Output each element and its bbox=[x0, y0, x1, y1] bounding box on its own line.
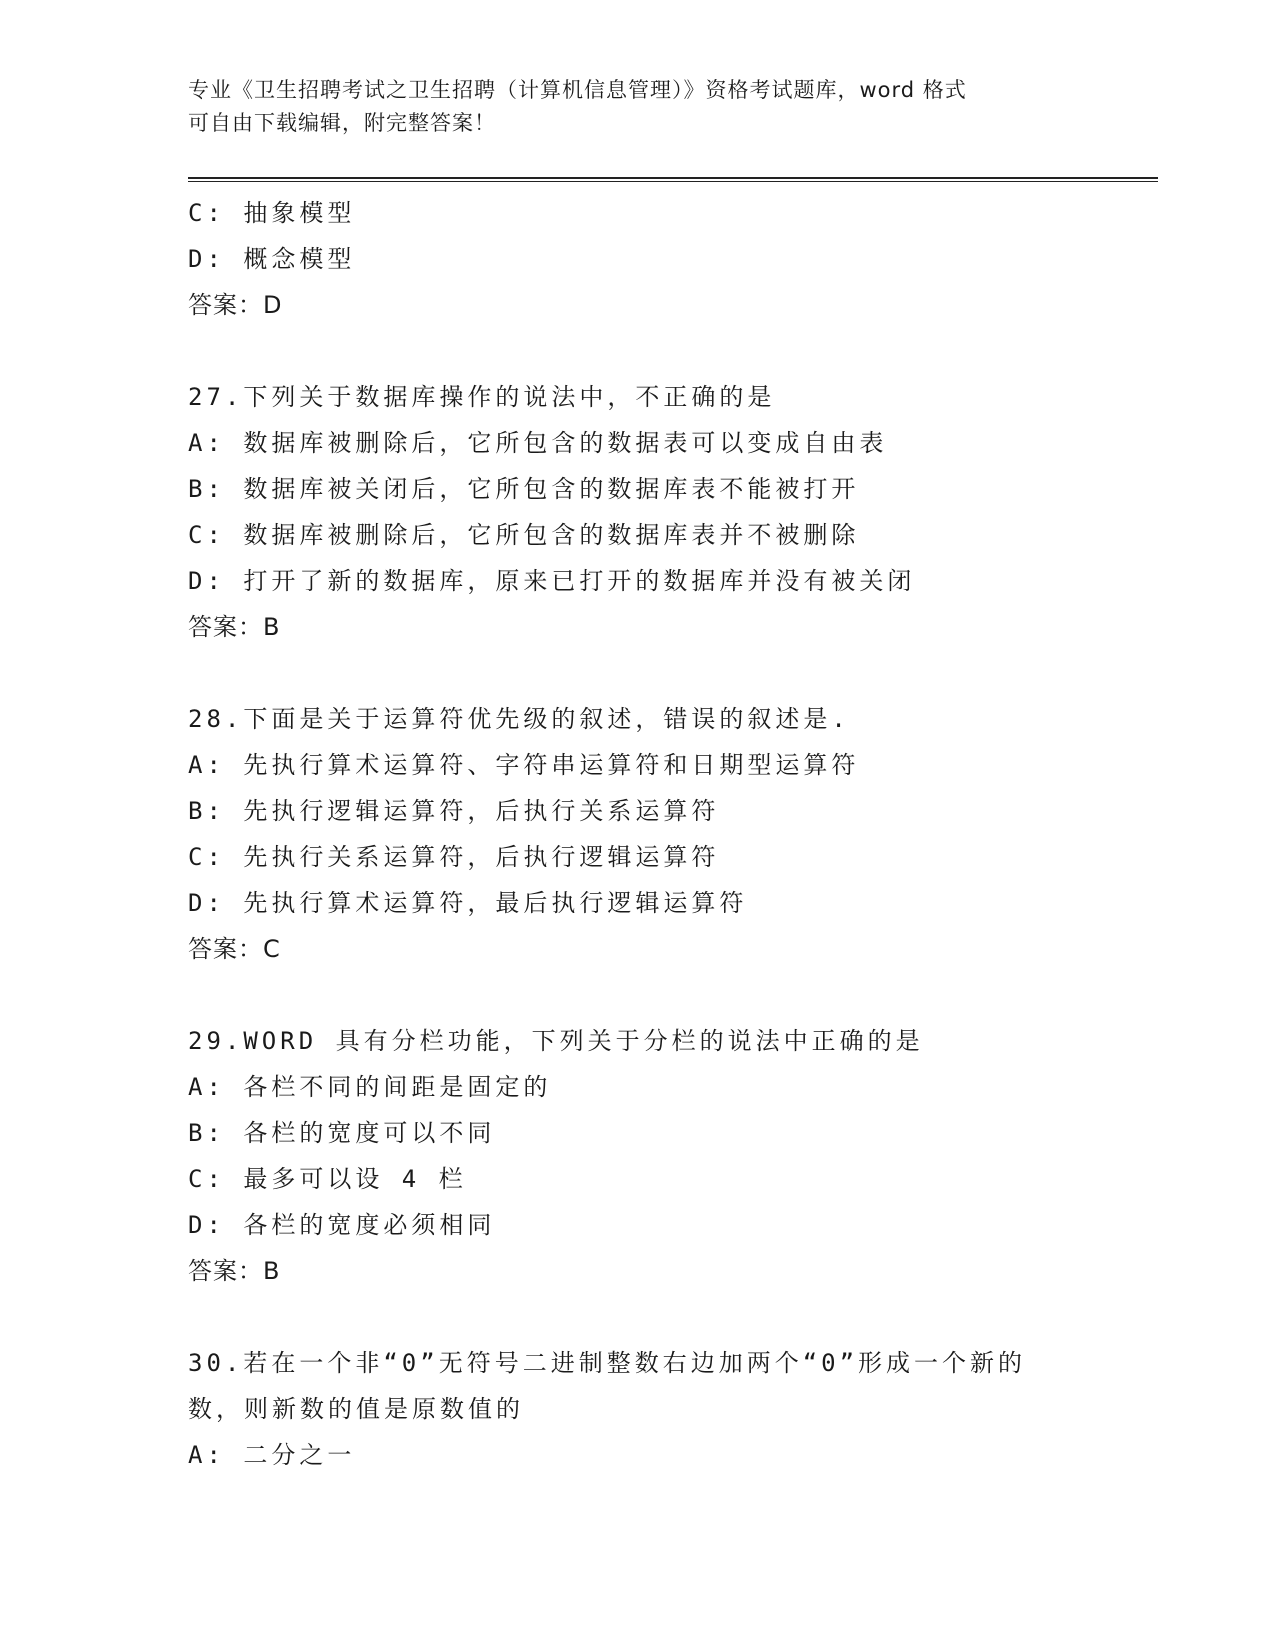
spacer bbox=[188, 328, 1108, 374]
question-text-line-2: 数，则新数的值是原数值的 bbox=[188, 1395, 524, 1423]
option-d: D: 打开了新的数据库，原来已打开的数据库并没有被关闭 bbox=[188, 567, 916, 595]
header-title-line-2: 可自由下载编辑，附完整答案！ bbox=[188, 111, 496, 135]
option-a: A: 二分之一 bbox=[188, 1441, 356, 1469]
header-title-line-1: 专业《卫生招聘考试之卫生招聘（计算机信息管理）》资格考试题库，word 格式 bbox=[188, 78, 967, 102]
question-text: 27.下列关于数据库操作的说法中，不正确的是 bbox=[188, 383, 776, 411]
option-c: C: 抽象模型 bbox=[188, 199, 356, 227]
header-divider bbox=[188, 177, 1158, 182]
question-28 bbox=[188, 696, 1108, 972]
option-c: C: 数据库被删除后，它所包含的数据库表并不被删除 bbox=[188, 521, 860, 549]
answer-label: 答案：B bbox=[188, 613, 281, 641]
option-b: B: 各栏的宽度可以不同 bbox=[188, 1119, 496, 1147]
option-c: C: 先执行关系运算符，后执行逻辑运算符 bbox=[188, 843, 720, 871]
answer-label: 答案：D bbox=[188, 291, 283, 319]
question-list bbox=[188, 190, 1108, 1478]
option-d: D: 概念模型 bbox=[188, 245, 356, 273]
option-a: A: 数据库被删除后，它所包含的数据表可以变成自由表 bbox=[188, 429, 888, 457]
option-c: C: 最多可以设 4 栏 bbox=[188, 1165, 467, 1193]
question-27 bbox=[188, 374, 1108, 650]
question-30 bbox=[188, 1340, 1108, 1478]
spacer bbox=[188, 1294, 1108, 1340]
question-29 bbox=[188, 1018, 1108, 1294]
option-d: D: 先执行算术运算符，最后执行逻辑运算符 bbox=[188, 889, 748, 917]
option-a: A: 先执行算术运算符、字符串运算符和日期型运算符 bbox=[188, 751, 860, 779]
question-text: 28.下面是关于运算符优先级的叙述，错误的叙述是. bbox=[188, 705, 850, 733]
question-text-line-1: 30.若在一个非“0”无符号二进制整数右边加两个“0”形成一个新的 bbox=[188, 1349, 1027, 1377]
page-header bbox=[188, 74, 1088, 140]
option-a: A: 各栏不同的间距是固定的 bbox=[188, 1073, 552, 1101]
option-b: B: 数据库被关闭后，它所包含的数据库表不能被打开 bbox=[188, 475, 860, 503]
answer-label: 答案：C bbox=[188, 935, 281, 963]
question-26 bbox=[188, 190, 1108, 328]
spacer bbox=[188, 972, 1108, 1018]
option-b: B: 先执行逻辑运算符，后执行关系运算符 bbox=[188, 797, 720, 825]
question-text: 29.WORD 具有分栏功能，下列关于分栏的说法中正确的是 bbox=[188, 1027, 924, 1055]
option-d: D: 各栏的宽度必须相同 bbox=[188, 1211, 496, 1239]
answer-label: 答案：B bbox=[188, 1257, 281, 1285]
spacer bbox=[188, 650, 1108, 696]
